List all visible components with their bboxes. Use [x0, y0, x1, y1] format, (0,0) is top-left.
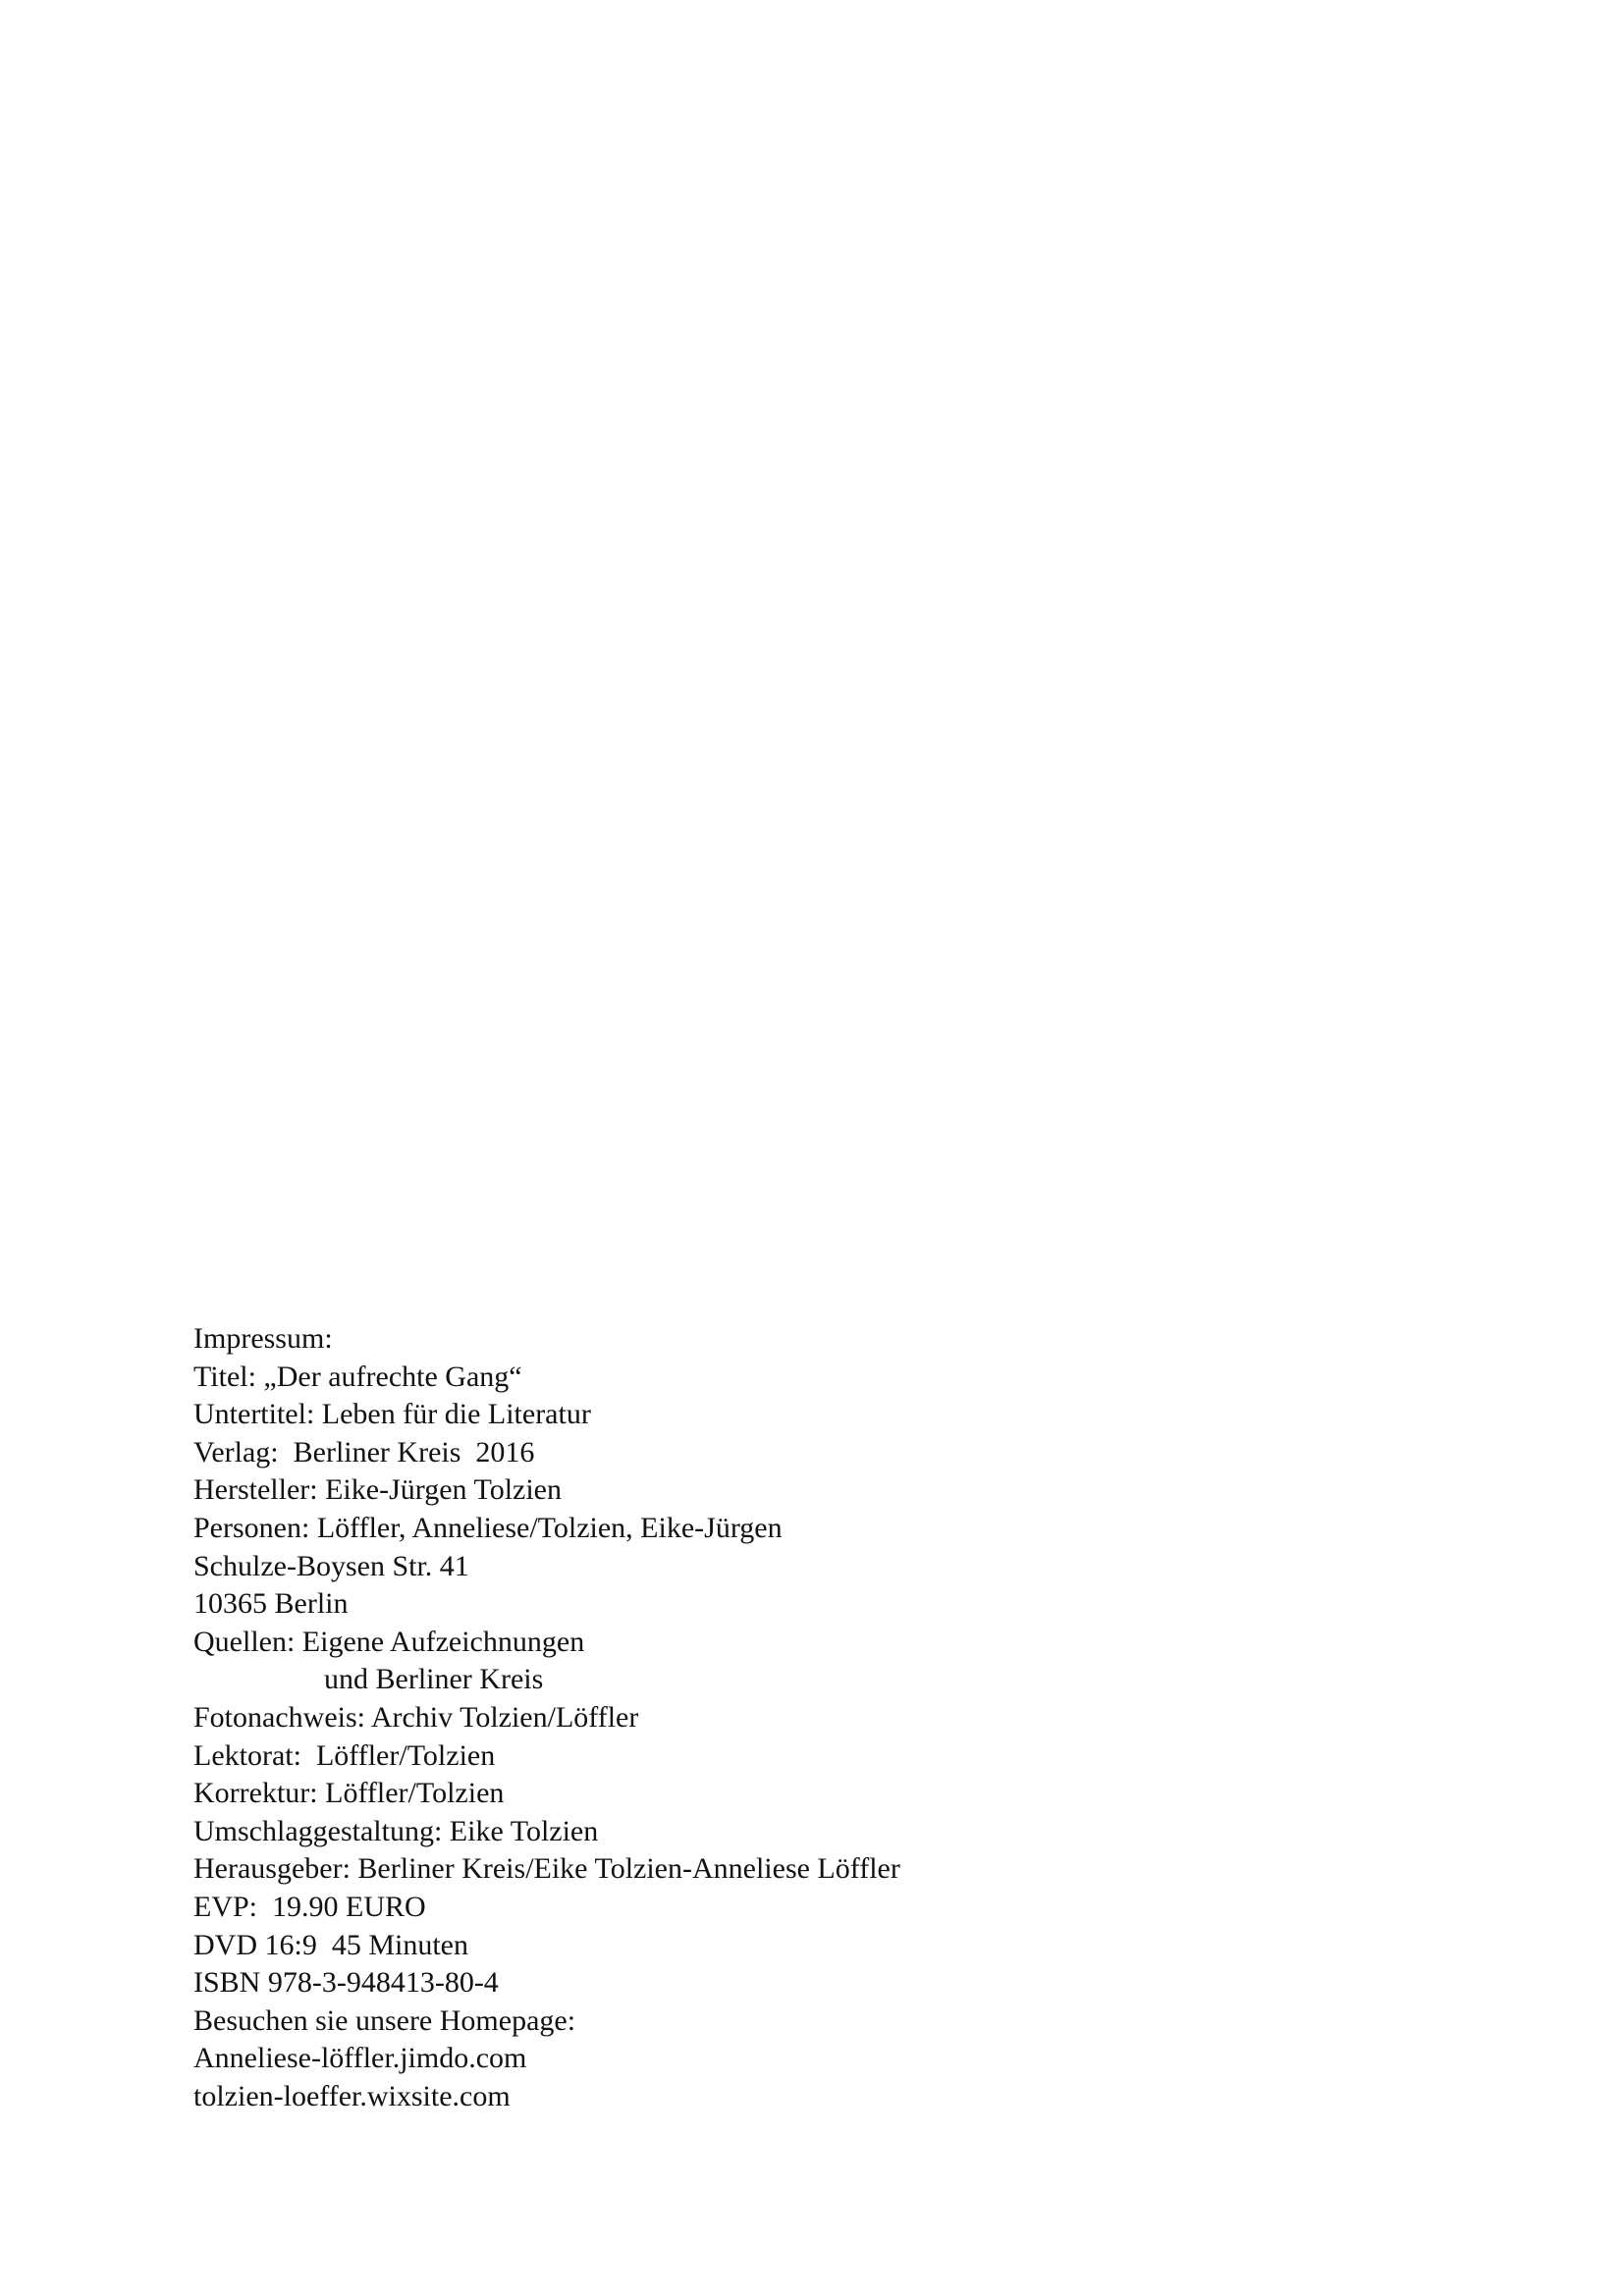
homepage-link-2: tolzien-loeffer.wixsite.com — [193, 2079, 511, 2112]
publisher-line: Verlag: Berliner Kreis 2016 — [193, 1435, 535, 1468]
persons-line: Personen: Löffler, Anneliese/Tolzien, Eike-Jürgen — [193, 1511, 783, 1544]
sources-line: Quellen: Eigene Aufzeichnungen — [193, 1625, 585, 1658]
subtitle-line: Untertitel: Leben für die Literatur — [193, 1398, 591, 1431]
impressum-block — [193, 1320, 1470, 2115]
homepage-link-1: Anneliese-löffler.jimdo.com — [193, 2042, 527, 2075]
title-line: Titel: „Der aufrechte Gang“ — [193, 1360, 522, 1393]
producer-line: Hersteller: Eike-Jürgen Tolzien — [193, 1473, 562, 1507]
editing-line: Lektorat: Löffler/Tolzien — [193, 1738, 496, 1772]
editor-line: Herausgeber: Berliner Kreis/Eike Tolzien-Anneliese Löffler — [193, 1852, 900, 1886]
format-line: DVD 16:9 45 Minuten — [193, 1928, 468, 1961]
sources-continuation-line: und Berliner Kreis — [324, 1663, 544, 1696]
isbn-line: ISBN 978-3-948413-80-4 — [193, 1966, 499, 2000]
price-line: EVP: 19.90 EURO — [193, 1890, 426, 1923]
impressum-heading: Impressum: — [193, 1322, 333, 1355]
street-line: Schulze-Boysen Str. 41 — [193, 1549, 469, 1582]
proofreading-line: Korrektur: Löffler/Tolzien — [193, 1777, 505, 1810]
cover-design-line: Umschlaggestaltung: Eike Tolzien — [193, 1814, 599, 1847]
homepage-label-line: Besuchen sie unsere Homepage: — [193, 2003, 576, 2037]
city-line: 10365 Berlin — [193, 1587, 349, 1621]
photo-credits-line: Fotonachweis: Archiv Tolzien/Löffler — [193, 1700, 639, 1734]
